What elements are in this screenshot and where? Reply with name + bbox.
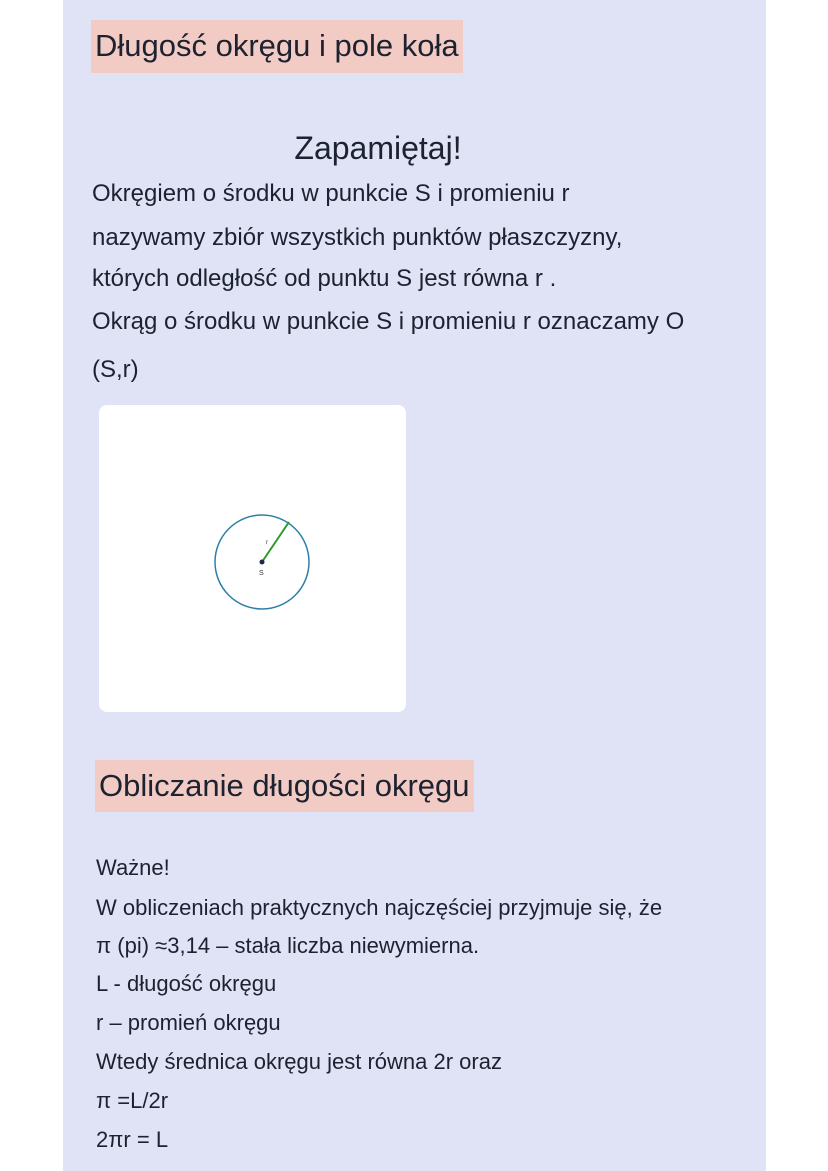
section-line-2: W obliczeniach praktycznych najczęściej przyjmuje się, że xyxy=(96,895,663,920)
section-line-5: r – promień okręgu xyxy=(96,1010,281,1035)
center-label: S xyxy=(259,570,264,577)
page-title: Długość okręgu i pole koła xyxy=(91,20,463,73)
section-line-7: π =L/2r xyxy=(96,1088,169,1113)
definition-line-1: Okręgiem o środku w punkcie S i promieniu r xyxy=(92,180,570,207)
center-point xyxy=(260,560,265,565)
circle-figure xyxy=(99,405,406,712)
definition-line-4: Okrąg o środku w punkcie S i promieniu r oznaczamy O xyxy=(92,308,685,335)
definition-line-3: których odległość od punktu S jest równa r . xyxy=(92,265,557,292)
section-line-4: L - długość okręgu xyxy=(96,971,277,996)
remember-heading: Zapamiętaj! xyxy=(294,130,462,166)
section-line-8: 2πr = L xyxy=(96,1127,169,1152)
section-heading: Obliczanie długości okręgu xyxy=(95,760,474,812)
definition-line-2: nazywamy zbiór wszystkich punktów płaszczyzny, xyxy=(92,224,623,251)
circle-diagram xyxy=(99,405,406,712)
radius-label: r xyxy=(266,540,268,546)
definition-line-5: (S,r) xyxy=(92,356,139,383)
section-line-1: Ważne! xyxy=(96,855,170,880)
section-line-6: Wtedy średnica okręgu jest równa 2r oraz xyxy=(96,1049,502,1074)
note-page xyxy=(63,0,766,1171)
section-line-3: π (pi) ≈3,14 – stała liczba niewymierna. xyxy=(96,933,480,958)
